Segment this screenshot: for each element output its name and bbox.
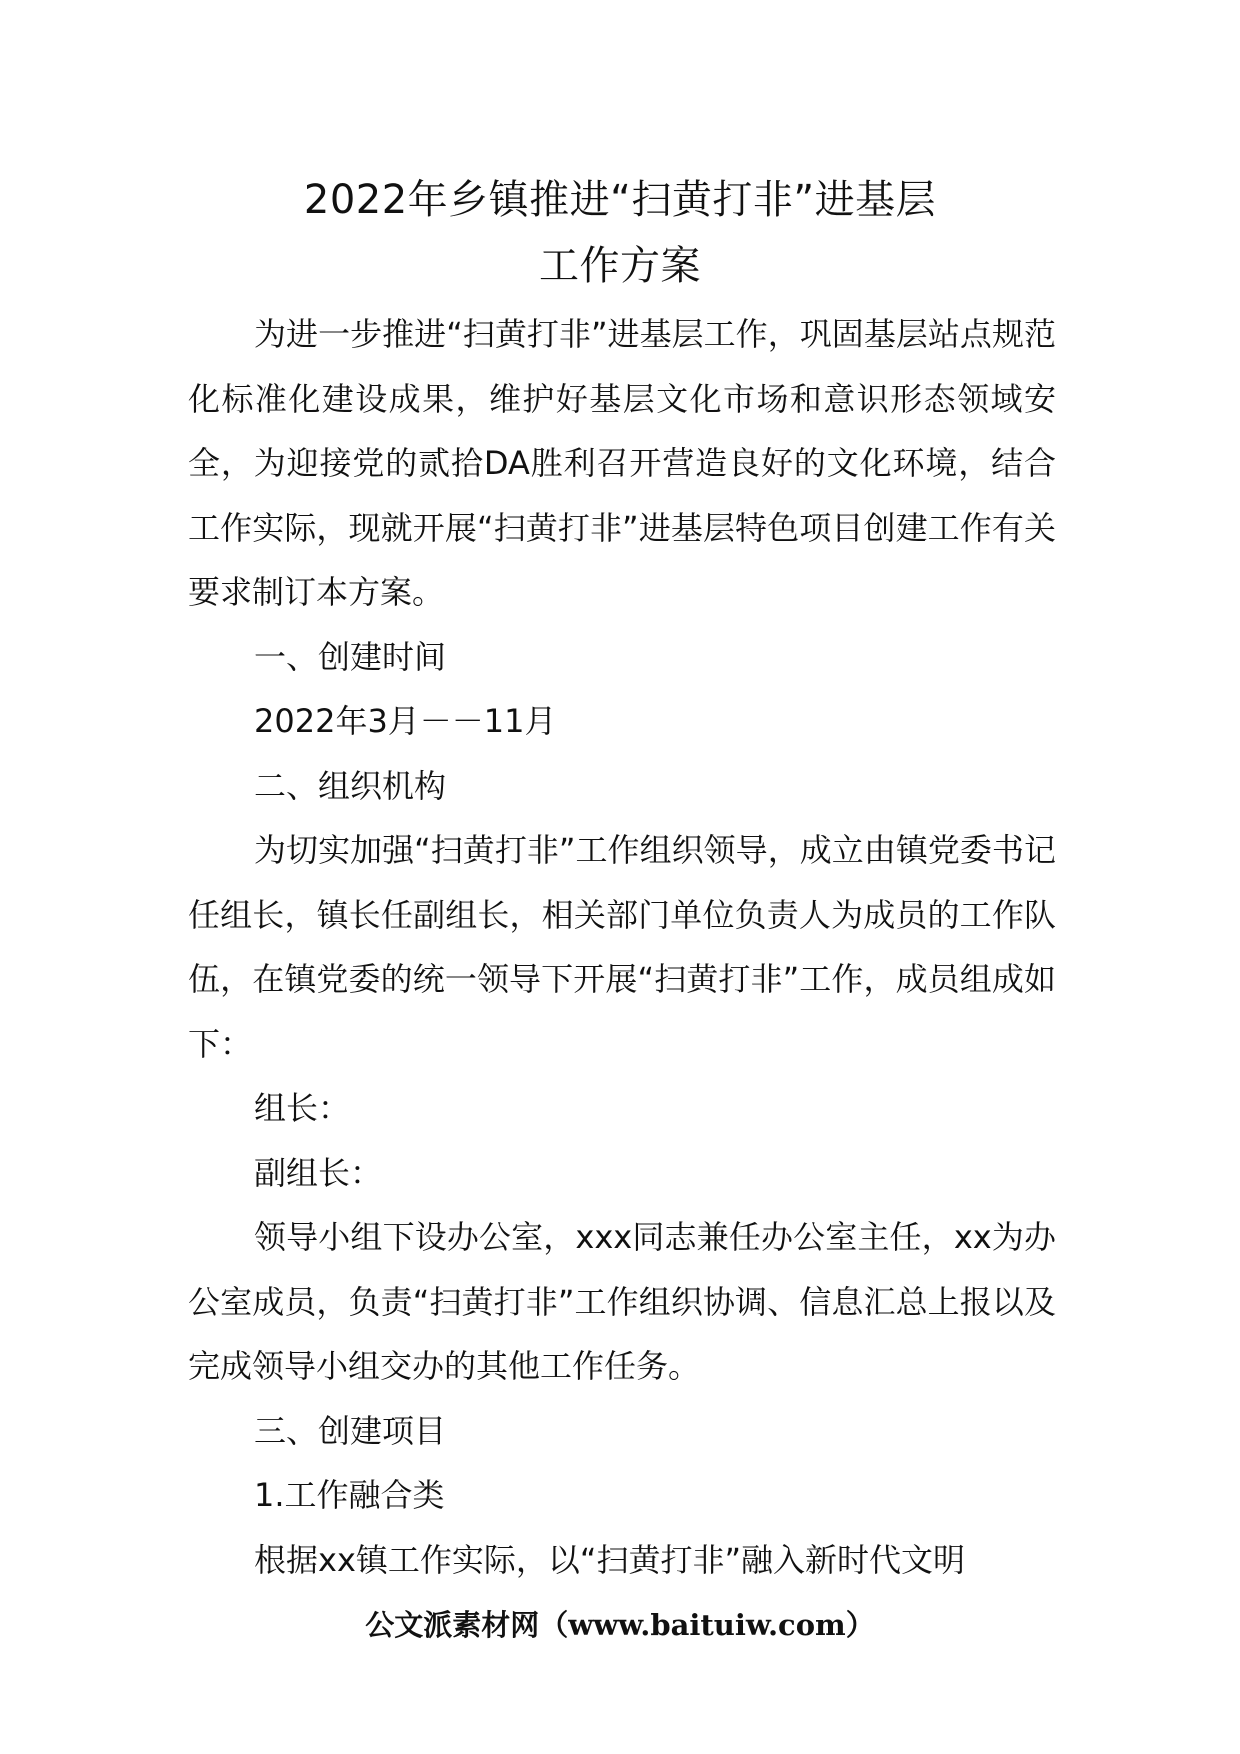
document-body bbox=[188, 302, 1056, 1592]
section-heading-projects: 三、创建项目 bbox=[254, 1411, 447, 1450]
section-heading-time: 一、创建时间 bbox=[254, 637, 447, 676]
footer-watermark: 公文派素材网（www.baituiw.com） bbox=[365, 1608, 875, 1642]
paragraph-work-integration: 根据xx镇工作实际，以“扫黄打非”融入新时代文明 bbox=[254, 1540, 966, 1579]
paragraph-group-leader: 组长： bbox=[254, 1089, 351, 1127]
document-title-line-2: 工作方案 bbox=[539, 243, 701, 289]
paragraph-time-range: 2022年3月－－11月 bbox=[254, 702, 557, 740]
subheading-work-integration: 1.工作融合类 bbox=[254, 1476, 445, 1514]
paragraph-intro: 为进一步推进“扫黄打非”进基层工作，巩固基层站点规范化标准化建设成果，维护好基层文化市场和意识形态领域安全，为迎接党的贰拾DA胜利召开营造良好的文化环境，结合工作实际，现就开展“扫黄打非”进基层特色项目创建工作有关要求制订本方案。 bbox=[188, 315, 1056, 611]
paragraph-deputy-leader: 副组长： bbox=[254, 1153, 383, 1192]
paragraph-organization: 为切实加强“扫黄打非”工作组织领导，成立由镇党委书记任组长，镇长任副组长，相关部门单位负责人为成员的工作队伍，在镇党委的统一领导下开展“扫黄打非”工作，成员组成如下： bbox=[188, 831, 1056, 1063]
section-heading-organization: 二、组织机构 bbox=[254, 766, 447, 805]
paragraph-office: 领导小组下设办公室，xxx同志兼任办公室主任，xx为办公室成员，负责“扫黄打非”工作组织协调、信息汇总上报以及完成领导小组交办的其他工作任务。 bbox=[188, 1218, 1056, 1385]
document-title-line-1: 2022年乡镇推进“扫黄打非”进基层 bbox=[303, 177, 937, 223]
